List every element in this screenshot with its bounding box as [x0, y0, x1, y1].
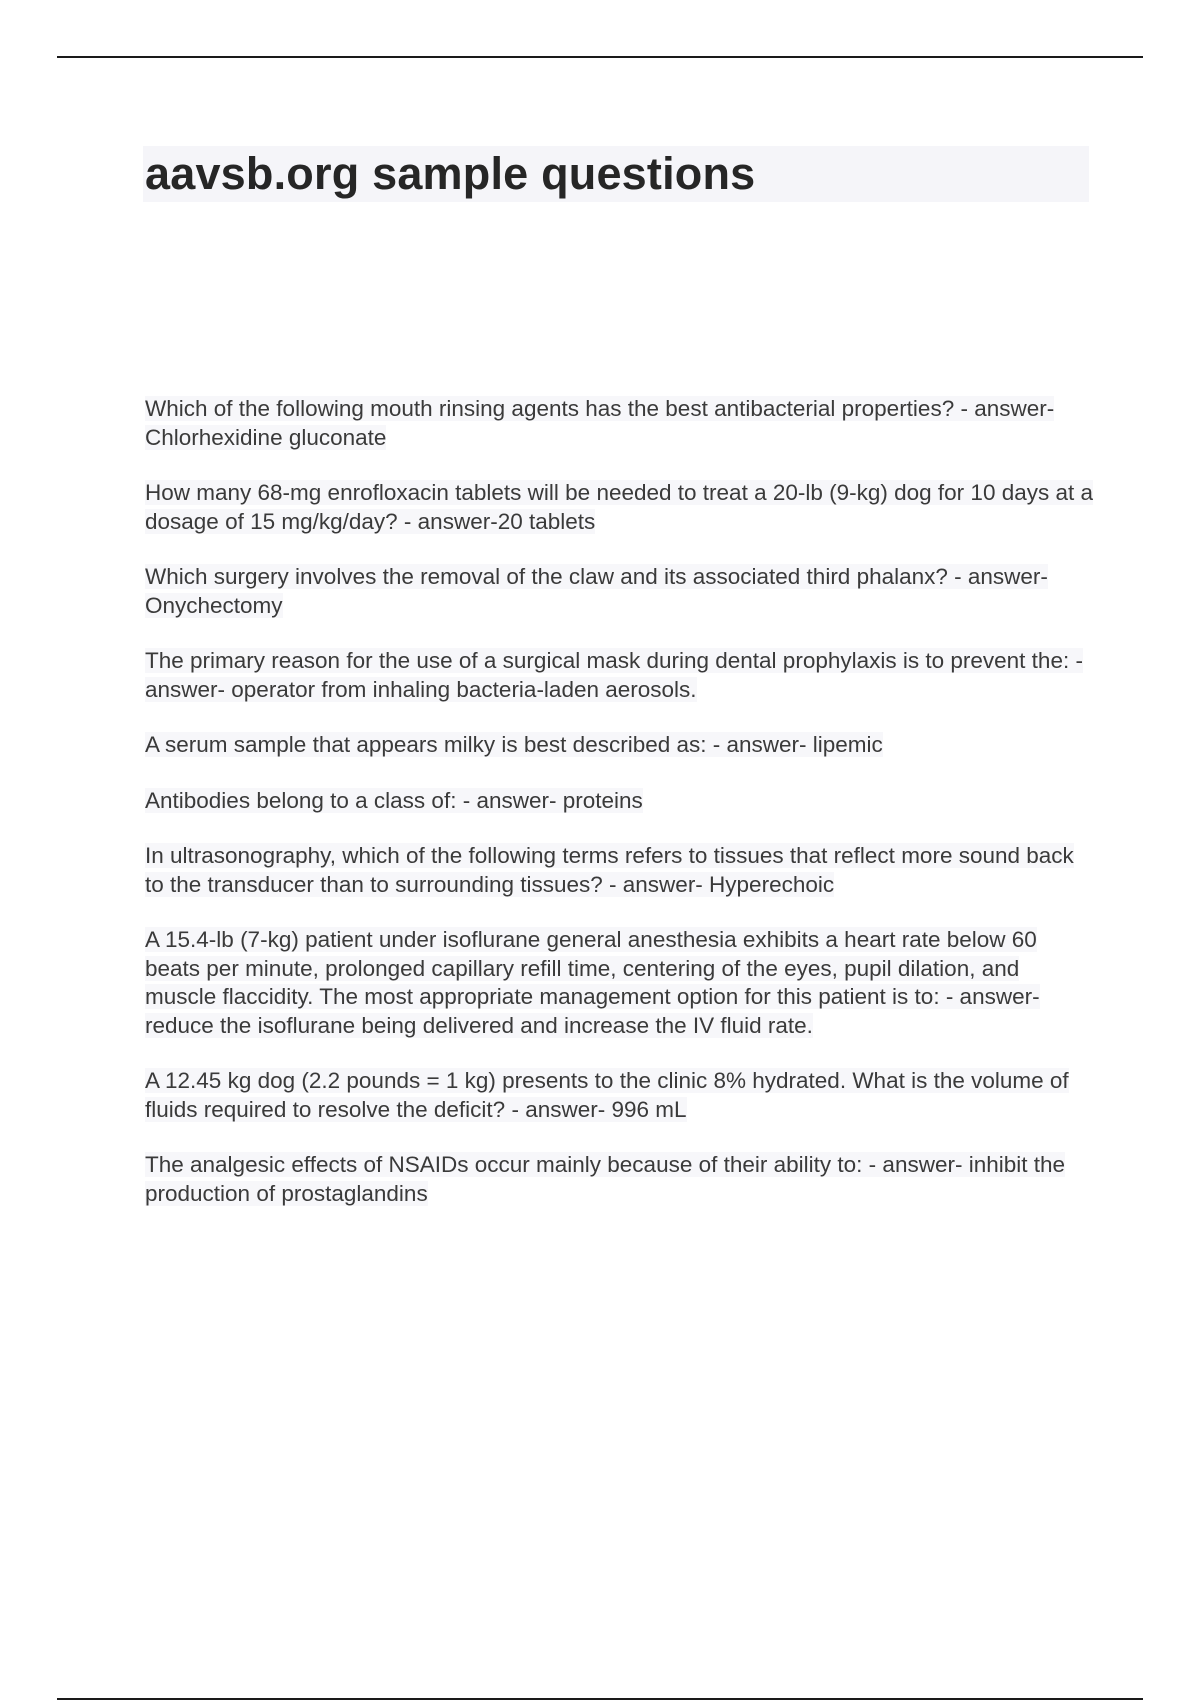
question-text: Antibodies belong to a class of: - answer- proteins	[145, 787, 643, 813]
question-item	[145, 787, 1095, 816]
page-title: aavsb.org sample questions	[145, 148, 756, 199]
question-text: The primary reason for the use of a surgical mask during dental prophylaxis is to prevent the: - answer- operator from inhaling bacteria-laden aerosols.	[145, 648, 1083, 702]
question-item	[145, 1067, 1095, 1124]
question-item	[145, 563, 1095, 620]
header-rule	[57, 56, 1143, 58]
question-item	[145, 731, 1095, 760]
question-text: Which surgery involves the removal of the claw and its associated third phalanx? - answer- Onychectomy	[145, 564, 1048, 618]
question-text: A 12.45 kg dog (2.2 pounds = 1 kg) presents to the clinic 8% hydrated. What is the volume of fluids required to resolve the deficit? - answer- 996 mL	[145, 1068, 1069, 1122]
question-item	[145, 842, 1095, 899]
question-text: The analgesic effects of NSAIDs occur mainly because of their ability to: - answer- inhibit the production of prostaglandins	[145, 1152, 1066, 1206]
question-item	[145, 926, 1095, 1040]
question-item	[145, 647, 1095, 704]
question-item	[145, 395, 1095, 452]
question-text: How many 68-mg enrofloxacin tablets will be needed to treat a 20-lb (9-kg) dog for 10 days at a dosage of 15 mg/kg/day? - answer-20 tablets	[145, 480, 1094, 534]
question-list	[145, 395, 1095, 1235]
question-item	[145, 1151, 1095, 1208]
question-text: A serum sample that appears milky is best described as: - answer- lipemic	[145, 732, 883, 757]
question-text: A 15.4-lb (7-kg) patient under isoflurane general anesthesia exhibits a heart rate below 60 beats per minute, prolonged capillary refill time, centering of the eyes, pupil dilation, and muscle flaccidity. The most appropriate management option for this patient is to: - answer- reduce the isoflurane being delivered and increase the IV fluid rate.	[145, 927, 1040, 1038]
question-text: Which of the following mouth rinsing agents has the best antibacterial properties? - answer-Chlorhexidine gluconate	[145, 396, 1055, 450]
question-item	[145, 479, 1095, 536]
question-text: In ultrasonography, which of the following terms refers to tissues that reflect more sound back to the transducer than to surrounding tissues? - answer- Hyperechoic	[145, 843, 1074, 897]
